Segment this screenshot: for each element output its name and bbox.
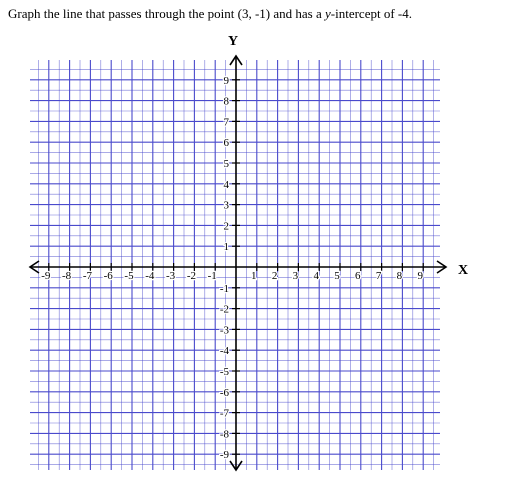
x-tick-label: -4 — [145, 270, 155, 282]
x-tick-label: 2 — [271, 270, 278, 282]
y-tick-label: -7 — [219, 407, 229, 420]
x-tick-label: 1 — [251, 270, 257, 282]
y-tick-label: 4 — [223, 178, 229, 191]
y-tick-label: -9 — [219, 449, 229, 462]
y-tick-label: 2 — [223, 220, 229, 233]
y-tick-label: 1 — [223, 241, 229, 254]
y-tick-label: 6 — [223, 137, 229, 150]
x-tick-label: 5 — [334, 270, 340, 282]
x-axis-label: X — [457, 263, 469, 278]
y-tick-label: -2 — [219, 303, 229, 316]
y-tick-label: -4 — [219, 345, 229, 358]
y-tick-label: -3 — [219, 324, 229, 337]
x-tick-label: 3 — [292, 270, 299, 282]
x-tick-label: -3 — [166, 270, 176, 282]
y-tick-label: 8 — [223, 95, 229, 108]
y-tick-label: -1 — [219, 282, 229, 295]
x-tick-label: 4 — [313, 270, 319, 282]
y-tick-label: 3 — [223, 199, 229, 212]
question-text-end: -intercept of -4. — [330, 6, 412, 21]
x-tick-label: -7 — [82, 270, 92, 282]
x-tick-label: 7 — [375, 270, 382, 282]
x-tick-label: 8 — [396, 270, 403, 282]
y-tick-label: -8 — [219, 428, 229, 441]
question-variable: y — [324, 6, 331, 21]
axes — [30, 56, 446, 470]
y-axis-label: Y — [227, 34, 239, 49]
y-tick-label: 5 — [223, 158, 229, 170]
x-tick-label: 6 — [355, 270, 361, 282]
x-tick-label: -1 — [207, 270, 217, 282]
x-tick-label: -6 — [103, 270, 113, 282]
y-tick-label: -6 — [219, 386, 229, 399]
y-tick-label: 7 — [223, 116, 229, 129]
x-tick-label: -9 — [41, 270, 51, 282]
question-text-start: Graph the line that passes through the point (3, -1) and has a — [8, 6, 325, 21]
x-tick-label: -2 — [186, 270, 196, 282]
x-tick-label: -8 — [62, 270, 72, 282]
y-tick-label: -5 — [219, 366, 229, 378]
y-tick-label: 9 — [223, 74, 229, 87]
x-tick-label: -5 — [124, 270, 134, 282]
x-tick-label: 9 — [417, 270, 423, 282]
tick-labels — [41, 75, 423, 461]
